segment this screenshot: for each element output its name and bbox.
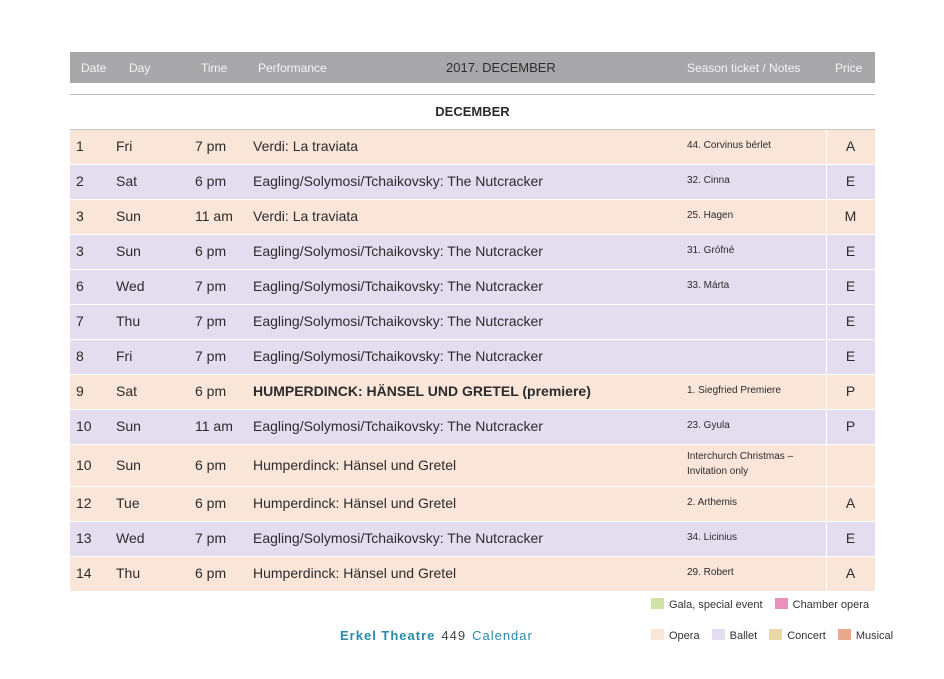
row-day: Fri — [116, 138, 133, 154]
row-price: M — [844, 208, 857, 224]
table-header — [70, 52, 875, 83]
row-date: 3 — [76, 208, 84, 224]
row-performance: Eagling/Solymosi/Tchaikovsky: The Nutcracker — [253, 313, 543, 329]
row-performance: Eagling/Solymosi/Tchaikovsky: The Nutcracker — [253, 173, 543, 189]
row-day: Tue — [116, 495, 140, 511]
legend-top — [651, 598, 878, 611]
row-time: 6 pm — [195, 495, 227, 511]
legend-item-ballet — [712, 630, 758, 642]
row-price: E — [845, 530, 856, 546]
row-note: 29. Robert — [687, 567, 734, 578]
month-title: 2017. DECEMBER — [446, 60, 556, 75]
row-time: 6 pm — [195, 383, 227, 399]
legend-label-chamber: Chamber opera — [792, 599, 870, 611]
row-day: Sun — [116, 418, 141, 434]
row-price: E — [845, 313, 856, 329]
legend-item-concert — [769, 630, 826, 642]
row-price: E — [845, 173, 856, 189]
opera-swatch — [651, 629, 664, 640]
col-day-header: Day — [129, 61, 151, 75]
row-performance: Verdi: La traviata — [253, 208, 359, 224]
row-note: 33. Márta — [687, 280, 730, 291]
row-date: 6 — [76, 278, 84, 294]
row-note: 44. Corvinus bérlet — [687, 140, 771, 151]
row-date: 10 — [76, 457, 92, 473]
row-price: P — [845, 418, 856, 434]
col-notes-header: Season ticket / Notes — [687, 61, 801, 75]
footer-title — [340, 628, 533, 643]
row-time: 6 pm — [195, 565, 227, 581]
row-time: 6 pm — [195, 173, 227, 189]
row-day: Fri — [116, 348, 133, 364]
row-performance: Eagling/Solymosi/Tchaikovsky: The Nutcracker — [253, 348, 543, 364]
chamber-swatch — [775, 598, 788, 609]
row-time: 11 am — [195, 418, 233, 434]
venue-name: Erkel Theatre — [340, 628, 436, 643]
header-gap — [70, 83, 875, 95]
row-time: 6 pm — [195, 243, 227, 259]
row-performance: Eagling/Solymosi/Tchaikovsky: The Nutcracker — [253, 243, 543, 259]
row-day: Wed — [116, 278, 145, 294]
row-note-line2: Invitation only — [687, 466, 749, 477]
table-row — [70, 270, 875, 305]
col-price-header: Price — [835, 61, 863, 75]
row-day: Sat — [116, 173, 138, 189]
row-performance: Humperdinck: Hänsel und Gretel — [253, 565, 457, 581]
row-time: 7 pm — [195, 138, 227, 154]
row-price: E — [845, 348, 856, 364]
legend-label-ballet: Ballet — [729, 630, 758, 642]
row-day: Sun — [116, 457, 141, 473]
section-title: DECEMBER — [70, 95, 875, 130]
row-day: Sun — [116, 208, 141, 224]
table-row — [70, 165, 875, 200]
table-row — [70, 487, 875, 522]
col-performance-header: Performance — [258, 61, 327, 75]
ballet-swatch — [712, 629, 725, 640]
row-date: 8 — [76, 348, 84, 364]
legend-item-musical — [838, 630, 893, 642]
row-note: 23. Gyula — [687, 420, 730, 431]
row-performance: Eagling/Solymosi/Tchaikovsky: The Nutcracker — [253, 530, 543, 546]
legend-label-concert: Concert — [787, 630, 826, 642]
row-time: 6 pm — [195, 457, 227, 473]
row-performance: Humperdinck: Hänsel und Gretel — [253, 457, 457, 473]
row-note: 25. Hagen — [687, 210, 734, 221]
row-price: E — [845, 243, 856, 259]
row-performance: HUMPERDINCK: HÄNSEL UND GRETEL (premiere) — [253, 383, 591, 399]
row-price: A — [845, 138, 856, 154]
row-price: P — [845, 383, 856, 399]
legend-label-gala: Gala, special event — [669, 599, 763, 611]
legend-label-musical: Musical — [855, 630, 894, 642]
legend-item-chamber — [775, 599, 869, 611]
row-note: Interchurch Christmas – — [687, 451, 794, 462]
col-time-header: Time — [201, 61, 228, 75]
row-note: 1. Siegfried Premiere — [687, 385, 781, 396]
row-time: 7 pm — [195, 348, 227, 364]
price-divider — [826, 445, 827, 486]
row-date: 13 — [76, 530, 92, 546]
calendar-table — [70, 52, 875, 592]
table-row — [70, 557, 875, 592]
table-row — [70, 375, 875, 410]
concert-swatch — [769, 629, 782, 640]
row-time: 7 pm — [195, 530, 227, 546]
row-date: 14 — [76, 565, 92, 581]
row-performance: Eagling/Solymosi/Tchaikovsky: The Nutcracker — [253, 418, 543, 434]
row-note: 34. Licinius — [687, 532, 738, 543]
table-body — [70, 130, 875, 592]
row-date: 7 — [76, 313, 84, 329]
row-date: 1 — [76, 138, 84, 154]
table-row — [70, 305, 875, 340]
musical-swatch — [838, 629, 851, 640]
row-performance: Humperdinck: Hänsel und Gretel — [253, 495, 457, 511]
row-date: 3 — [76, 243, 84, 259]
legend-item-gala — [651, 599, 763, 611]
row-date: 10 — [76, 418, 92, 434]
table-row — [70, 340, 875, 375]
row-time: 11 am — [195, 208, 233, 224]
table-row — [70, 410, 875, 445]
col-date-header: Date — [81, 61, 107, 75]
row-date: 2 — [76, 173, 84, 189]
legend-item-opera — [651, 630, 700, 642]
row-day: Thu — [116, 313, 141, 329]
row-price: A — [845, 495, 856, 511]
legend-bottom — [651, 629, 893, 642]
row-time: 7 pm — [195, 278, 227, 294]
table-row — [70, 200, 875, 235]
table-row — [70, 522, 875, 557]
row-note: 32. Cinna — [687, 175, 730, 186]
table-row — [70, 130, 875, 165]
row-note: 31. Grófné — [687, 245, 735, 256]
row-performance: Verdi: La traviata — [253, 138, 359, 154]
legend-label-opera: Opera — [669, 630, 700, 642]
row-day: Thu — [116, 565, 141, 581]
row-price: A — [845, 565, 856, 581]
row-date: 12 — [76, 495, 92, 511]
row-performance: Eagling/Solymosi/Tchaikovsky: The Nutcracker — [253, 278, 543, 294]
gala-swatch — [651, 598, 664, 609]
row-note: 2. Arthemis — [687, 497, 738, 508]
row-time: 7 pm — [195, 313, 227, 329]
section-name: Calendar — [472, 628, 533, 643]
row-date: 9 — [76, 383, 84, 399]
table-row — [70, 445, 875, 487]
page-number: 449 — [441, 628, 467, 643]
row-day: Wed — [116, 530, 145, 546]
row-day: Sun — [116, 243, 141, 259]
row-day: Sat — [116, 383, 138, 399]
table-row — [70, 235, 875, 270]
row-price: E — [845, 278, 856, 294]
